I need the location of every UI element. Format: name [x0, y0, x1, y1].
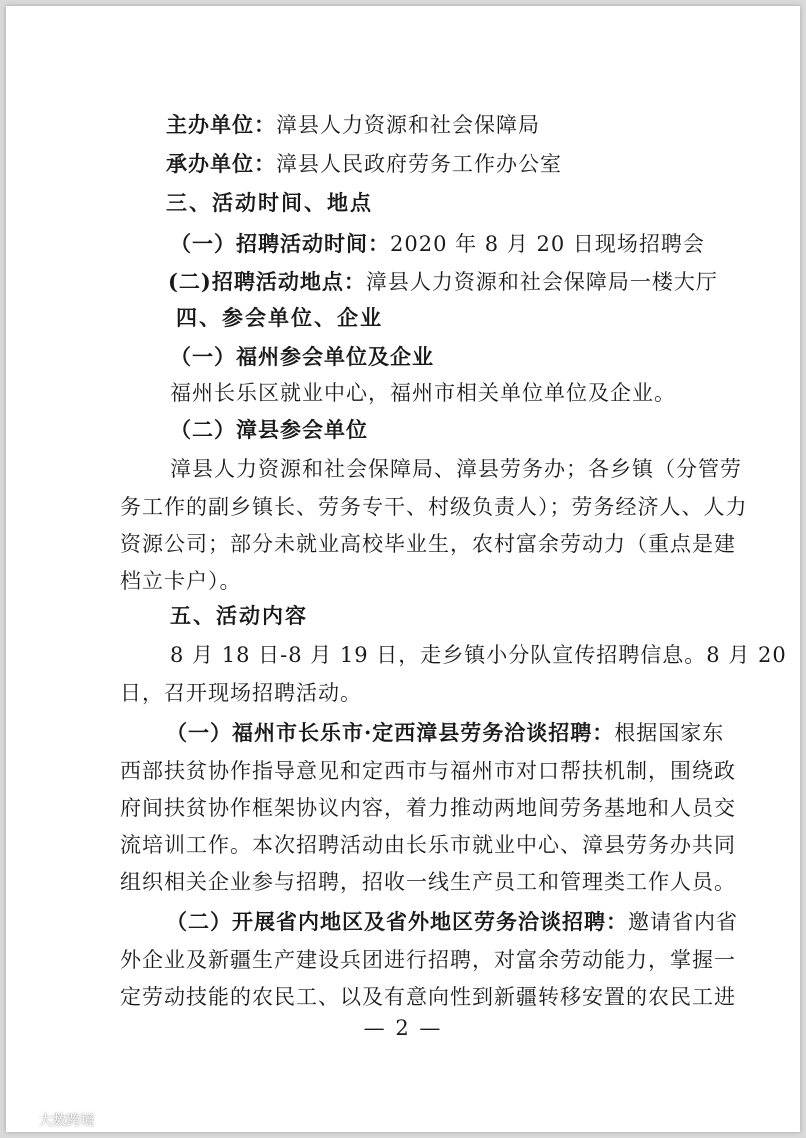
co-organizer-label: 承办单位：: [166, 151, 276, 176]
activity-time-line: [170, 229, 705, 259]
fuzhou-recruit-text: 根据国家东: [614, 721, 725, 745]
section-heading-4: 四、参会单位、企业: [176, 305, 383, 330]
document-page: [6, 6, 800, 1132]
paragraph-zhangxian-line-4: 档立卡户）。: [120, 569, 242, 593]
subheading-zhangxian-units: （二）漳县参会单位: [170, 417, 368, 442]
activity-time-text: 2020 年 8 月 20 日现场招聘会: [390, 232, 705, 256]
activity-place-label: (二)招聘活动地点：: [168, 269, 366, 294]
paragraph-fuzhou-units: 福州长乐区就业中心，福州市相关单位单位及企业。: [170, 381, 676, 405]
paragraph-province-recruit-line-1: [166, 907, 738, 937]
paragraph-province-recruit-line-2: 外企业及新疆生产建设兵团进行招聘，对富余劳动能力，掌握一: [120, 948, 736, 972]
paragraph-province-recruit-line-3: 定劳动技能的农民工、以及有意向性到新疆转移安置的农民工进: [120, 985, 736, 1009]
paragraph-fuzhou-recruit-line-5: 组织相关企业参与招聘，招收一线生产员工和管理类工作人员。: [120, 870, 736, 894]
paragraph-fuzhou-recruit-line-3: 府间扶贫协作框架协议内容，着力推动两地间劳务基地和人员交: [120, 796, 736, 820]
activity-place-text: 漳县人力资源和社会保障局一楼大厅: [365, 270, 718, 294]
organizer-line: [166, 110, 540, 140]
paragraph-schedule-line-2: 日，召开现场招聘活动。: [120, 681, 362, 705]
paragraph-schedule-line-1: 8 月 18 日-8 月 19 日，走乡镇小分队宣传招聘信息。8 月 20: [170, 643, 787, 667]
section-heading-3: 三、活动时间、地点: [166, 190, 373, 215]
watermark-text: 大数跨境: [38, 1113, 95, 1129]
organizer-text: 漳县人力资源和社会保障局: [276, 113, 540, 137]
watermark-logo-icon: [8, 1114, 34, 1128]
activity-place-line: [168, 267, 718, 297]
paragraph-zhangxian-line-2: 务工作的副乡镇长、劳务专干、村级负责人）；劳务经济人、人力: [120, 495, 748, 519]
activity-time-label: （一）招聘活动时间：: [170, 231, 390, 256]
co-organizer-line: [166, 149, 562, 179]
paragraph-zhangxian-line-3: 资源公司；部分未就业高校毕业生，农村富余劳动力（重点是建: [120, 532, 736, 556]
paragraph-zhangxian-line-1: 漳县人力资源和社会保障局、漳县劳务办；各乡镇（分管劳: [170, 457, 742, 481]
province-recruit-text: 邀请省内省: [628, 910, 738, 934]
section-heading-5: 五、活动内容: [170, 603, 308, 628]
paragraph-fuzhou-recruit-line-4: 流培训工作。本次招聘活动由长乐市就业中心、漳县劳务办共同: [120, 833, 736, 857]
fuzhou-recruit-heading: （一）福州市长乐市·定西漳县劳务洽谈招聘：: [166, 720, 615, 745]
co-organizer-text: 漳县人民政府劳务工作办公室: [276, 152, 562, 176]
paragraph-fuzhou-recruit-line-1: [166, 718, 724, 748]
province-recruit-heading: （二）开展省内地区及省外地区劳务洽谈招聘：: [166, 909, 628, 934]
paragraph-fuzhou-recruit-line-2: 西部扶贫协作指导意见和定西市与福州市对口帮扶机制，围绕政: [120, 759, 736, 783]
subheading-fuzhou-units: （一）福州参会单位及企业: [170, 344, 434, 369]
organizer-label: 主办单位：: [166, 112, 276, 137]
watermark: [8, 1110, 94, 1130]
page-number: — 2 —: [363, 1016, 443, 1040]
